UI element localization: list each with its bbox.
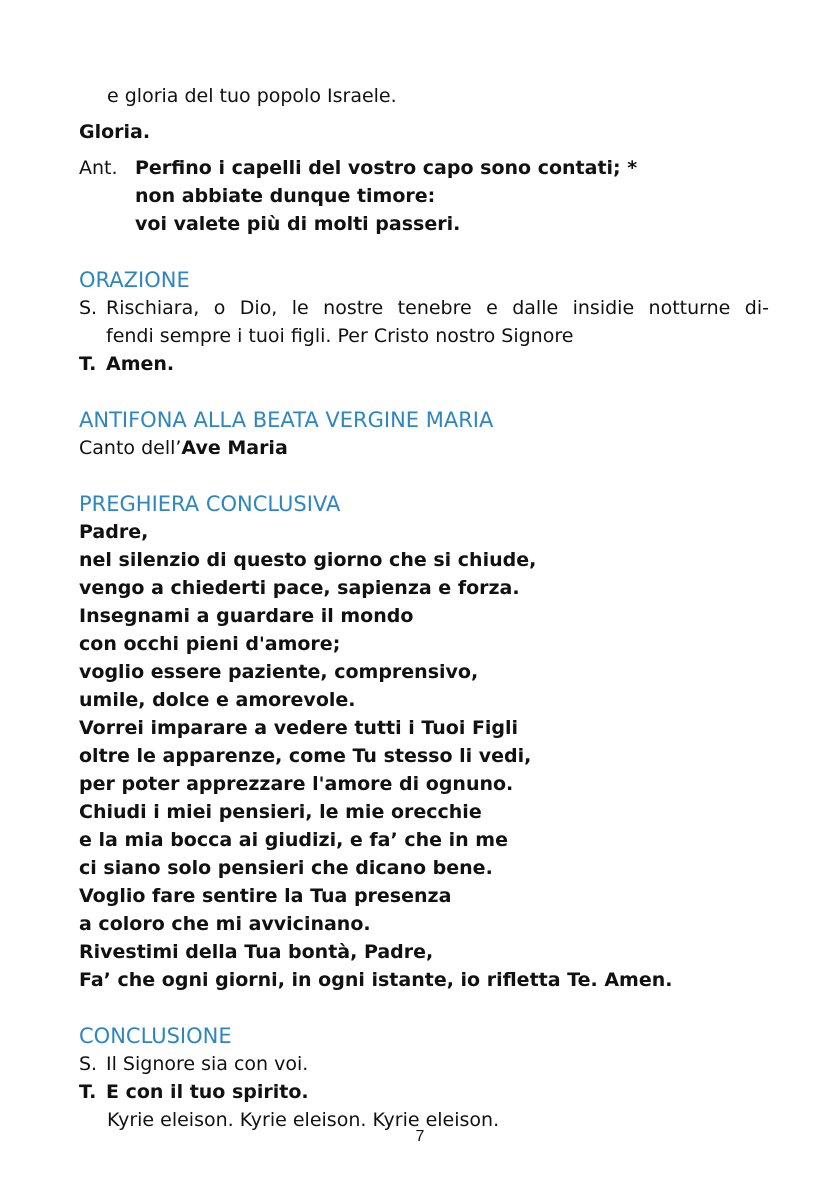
antifona-text [79, 434, 769, 462]
prayer-line: Vorrei imparare a vedere tutti i Tuoi Figli [79, 717, 519, 739]
prayer-line: a coloro che mi avvicinano. [79, 913, 371, 935]
prayer-line: ci siano solo pensieri che dicano bene. [79, 857, 493, 879]
antiphon-line: voi valete più di molti passeri. [135, 213, 461, 235]
prayer-line: Fa’ che ogni giorni, in ogni istante, io rifletta Te. Amen. [79, 969, 673, 991]
orazione-text-line: fendi sempre i tuoi figli. Per Cristo nostro Signore [106, 325, 574, 347]
antiphon-line: non abbiate dunque timore: [135, 185, 436, 207]
prayer-line: Chiudi i miei pensieri, le mie orecchie [79, 801, 482, 823]
page-number: 7 [415, 1128, 425, 1145]
kyrie-line: Kyrie eleison. Kyrie eleison. Kyrie eleison. [107, 1109, 500, 1131]
antiphon-text [135, 154, 637, 238]
gloria-line: Gloria. [79, 121, 151, 143]
orazione-celebrant [79, 294, 769, 350]
prayer-line: nel silenzio di questo giorno che si chiude, [79, 549, 537, 571]
antifona-title: Ave Maria [181, 437, 288, 459]
response-text: E con il tuo spirito. [106, 1081, 309, 1103]
canticle-closing-line: e gloria del tuo popolo Israele. [107, 85, 397, 107]
speaker-label: S. [79, 297, 98, 319]
section-heading-conclusione: CONCLUSIONE [79, 1024, 232, 1048]
prayer-line: oltre le apparenze, come Tu stesso li vedi, [79, 745, 532, 767]
celebrant-text: Il Signore sia con voi. [106, 1053, 309, 1075]
antiphon [79, 154, 769, 238]
prayer-line: voglio essere paziente, comprensivo, [79, 661, 479, 683]
speaker-label: T. [79, 1081, 97, 1103]
antifona-text-prefix: Canto dell’ [79, 437, 182, 459]
prayer-line: per poter apprezzare l'amore di ognuno. [79, 773, 514, 795]
prayer-line: Padre, [79, 521, 149, 543]
antiphon-line: Perfino i capelli del vostro capo sono contati; * [135, 157, 638, 179]
response-text: Amen. [106, 353, 175, 375]
prayer-line: con occhi pieni d'amore; [79, 633, 341, 655]
conclusione-celebrant [79, 1050, 769, 1078]
section-heading-preghiera: PREGHIERA CONCLUSIVA [79, 492, 341, 516]
speaker-label: S. [79, 1053, 98, 1075]
antiphon-label: Ant. [79, 157, 118, 179]
section-heading-orazione: ORAZIONE [79, 268, 190, 292]
prayer-line: e la mia bocca ai giudizi, e fa’ che in me [79, 829, 508, 851]
orazione-text-line: Rischiara, o Dio, le nostre tenebre e dalle insidie notturne di- [106, 297, 769, 319]
prayer-line: umile, dolce e amorevole. [79, 689, 356, 711]
prayer-line: Rivestimi della Tua bontà, Padre, [79, 941, 434, 963]
prayer-line: Insegnami a guardare il mondo [79, 605, 414, 627]
conclusione-response [79, 1078, 769, 1106]
prayer-text [79, 518, 769, 994]
speaker-label: T. [79, 353, 97, 375]
document-page [79, 82, 769, 1134]
prayer-line: vengo a chiederti pace, sapienza e forza. [79, 577, 520, 599]
orazione-response [79, 350, 769, 378]
section-heading-antifona: ANTIFONA ALLA BEATA VERGINE MARIA [79, 408, 494, 432]
prayer-line: Voglio fare sentire la Tua presenza [79, 885, 452, 907]
